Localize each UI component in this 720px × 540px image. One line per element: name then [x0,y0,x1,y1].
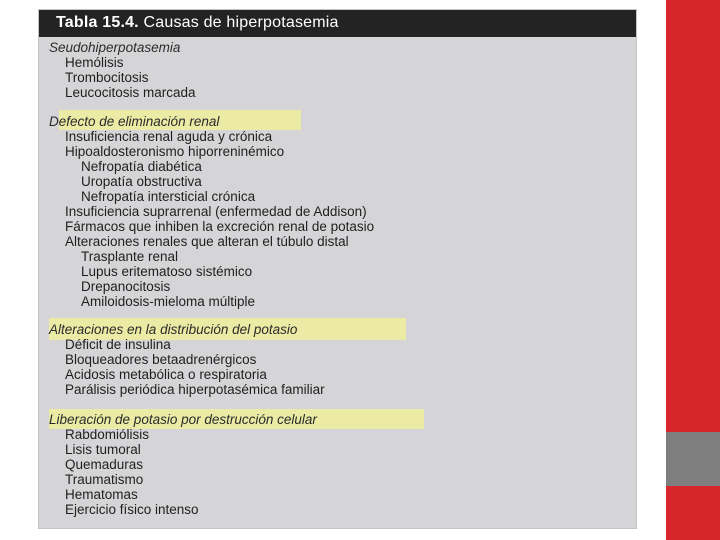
table-title-text: Causas de hiperpotasemia [138,14,339,31]
list-item: Rabdomiólisis [65,427,150,442]
list-item: Trombocitosis [65,70,149,85]
table-header [39,10,636,37]
list-item: Nefropatía diabética [81,159,202,174]
list-item: Drepanocitosis [81,279,171,294]
list-item: Parálisis periódica hiperpotasémica familiar [65,382,325,397]
table-title [56,14,339,32]
list-item: Hemólisis [65,55,124,70]
section-heading: Alteraciones en la distribución del potasio [49,322,298,337]
list-item: Ejercicio físico intenso [65,502,199,517]
section-heading: Defecto de eliminación renal [49,114,220,129]
table-title-number: Tabla 15.4. [56,14,139,31]
list-item: Insuficiencia renal aguda y crónica [65,129,273,144]
list-item: Fármacos que inhiben la excreción renal de potasio [65,219,375,234]
gray-side-block [666,432,720,486]
list-item: Hematomas [65,487,138,502]
list-item: Hipoaldosteronismo hiporreninémico [65,144,285,159]
list-item: Lisis tumoral [65,442,141,457]
list-item: Bloqueadores betaadrenérgicos [65,352,257,367]
list-item: Déficit de insulina [65,337,171,352]
list-item: Quemaduras [65,457,144,472]
list-item: Leucocitosis marcada [65,85,196,100]
right-margin [636,0,666,540]
list-item: Lupus eritematoso sistémico [81,264,253,279]
list-item: Alteraciones renales que alteran el túbulo distal [65,234,349,249]
section-heading: Seudohiperpotasemia [49,40,181,55]
list-item: Uropatía obstructiva [81,174,202,189]
list-item: Insuficiencia suprarrenal (enfermedad de Addison) [65,204,367,219]
section-heading: Liberación de potasio por destrucción celular [49,412,317,427]
list-item: Traumatismo [65,472,144,487]
list-item: Trasplante renal [81,249,179,264]
table-panel [39,10,636,528]
list-item: Acidosis metabólica o respiratoria [65,367,267,382]
list-item: Amiloidosis-mieloma múltiple [81,294,256,309]
list-item: Nefropatía intersticial crónica [81,189,256,204]
